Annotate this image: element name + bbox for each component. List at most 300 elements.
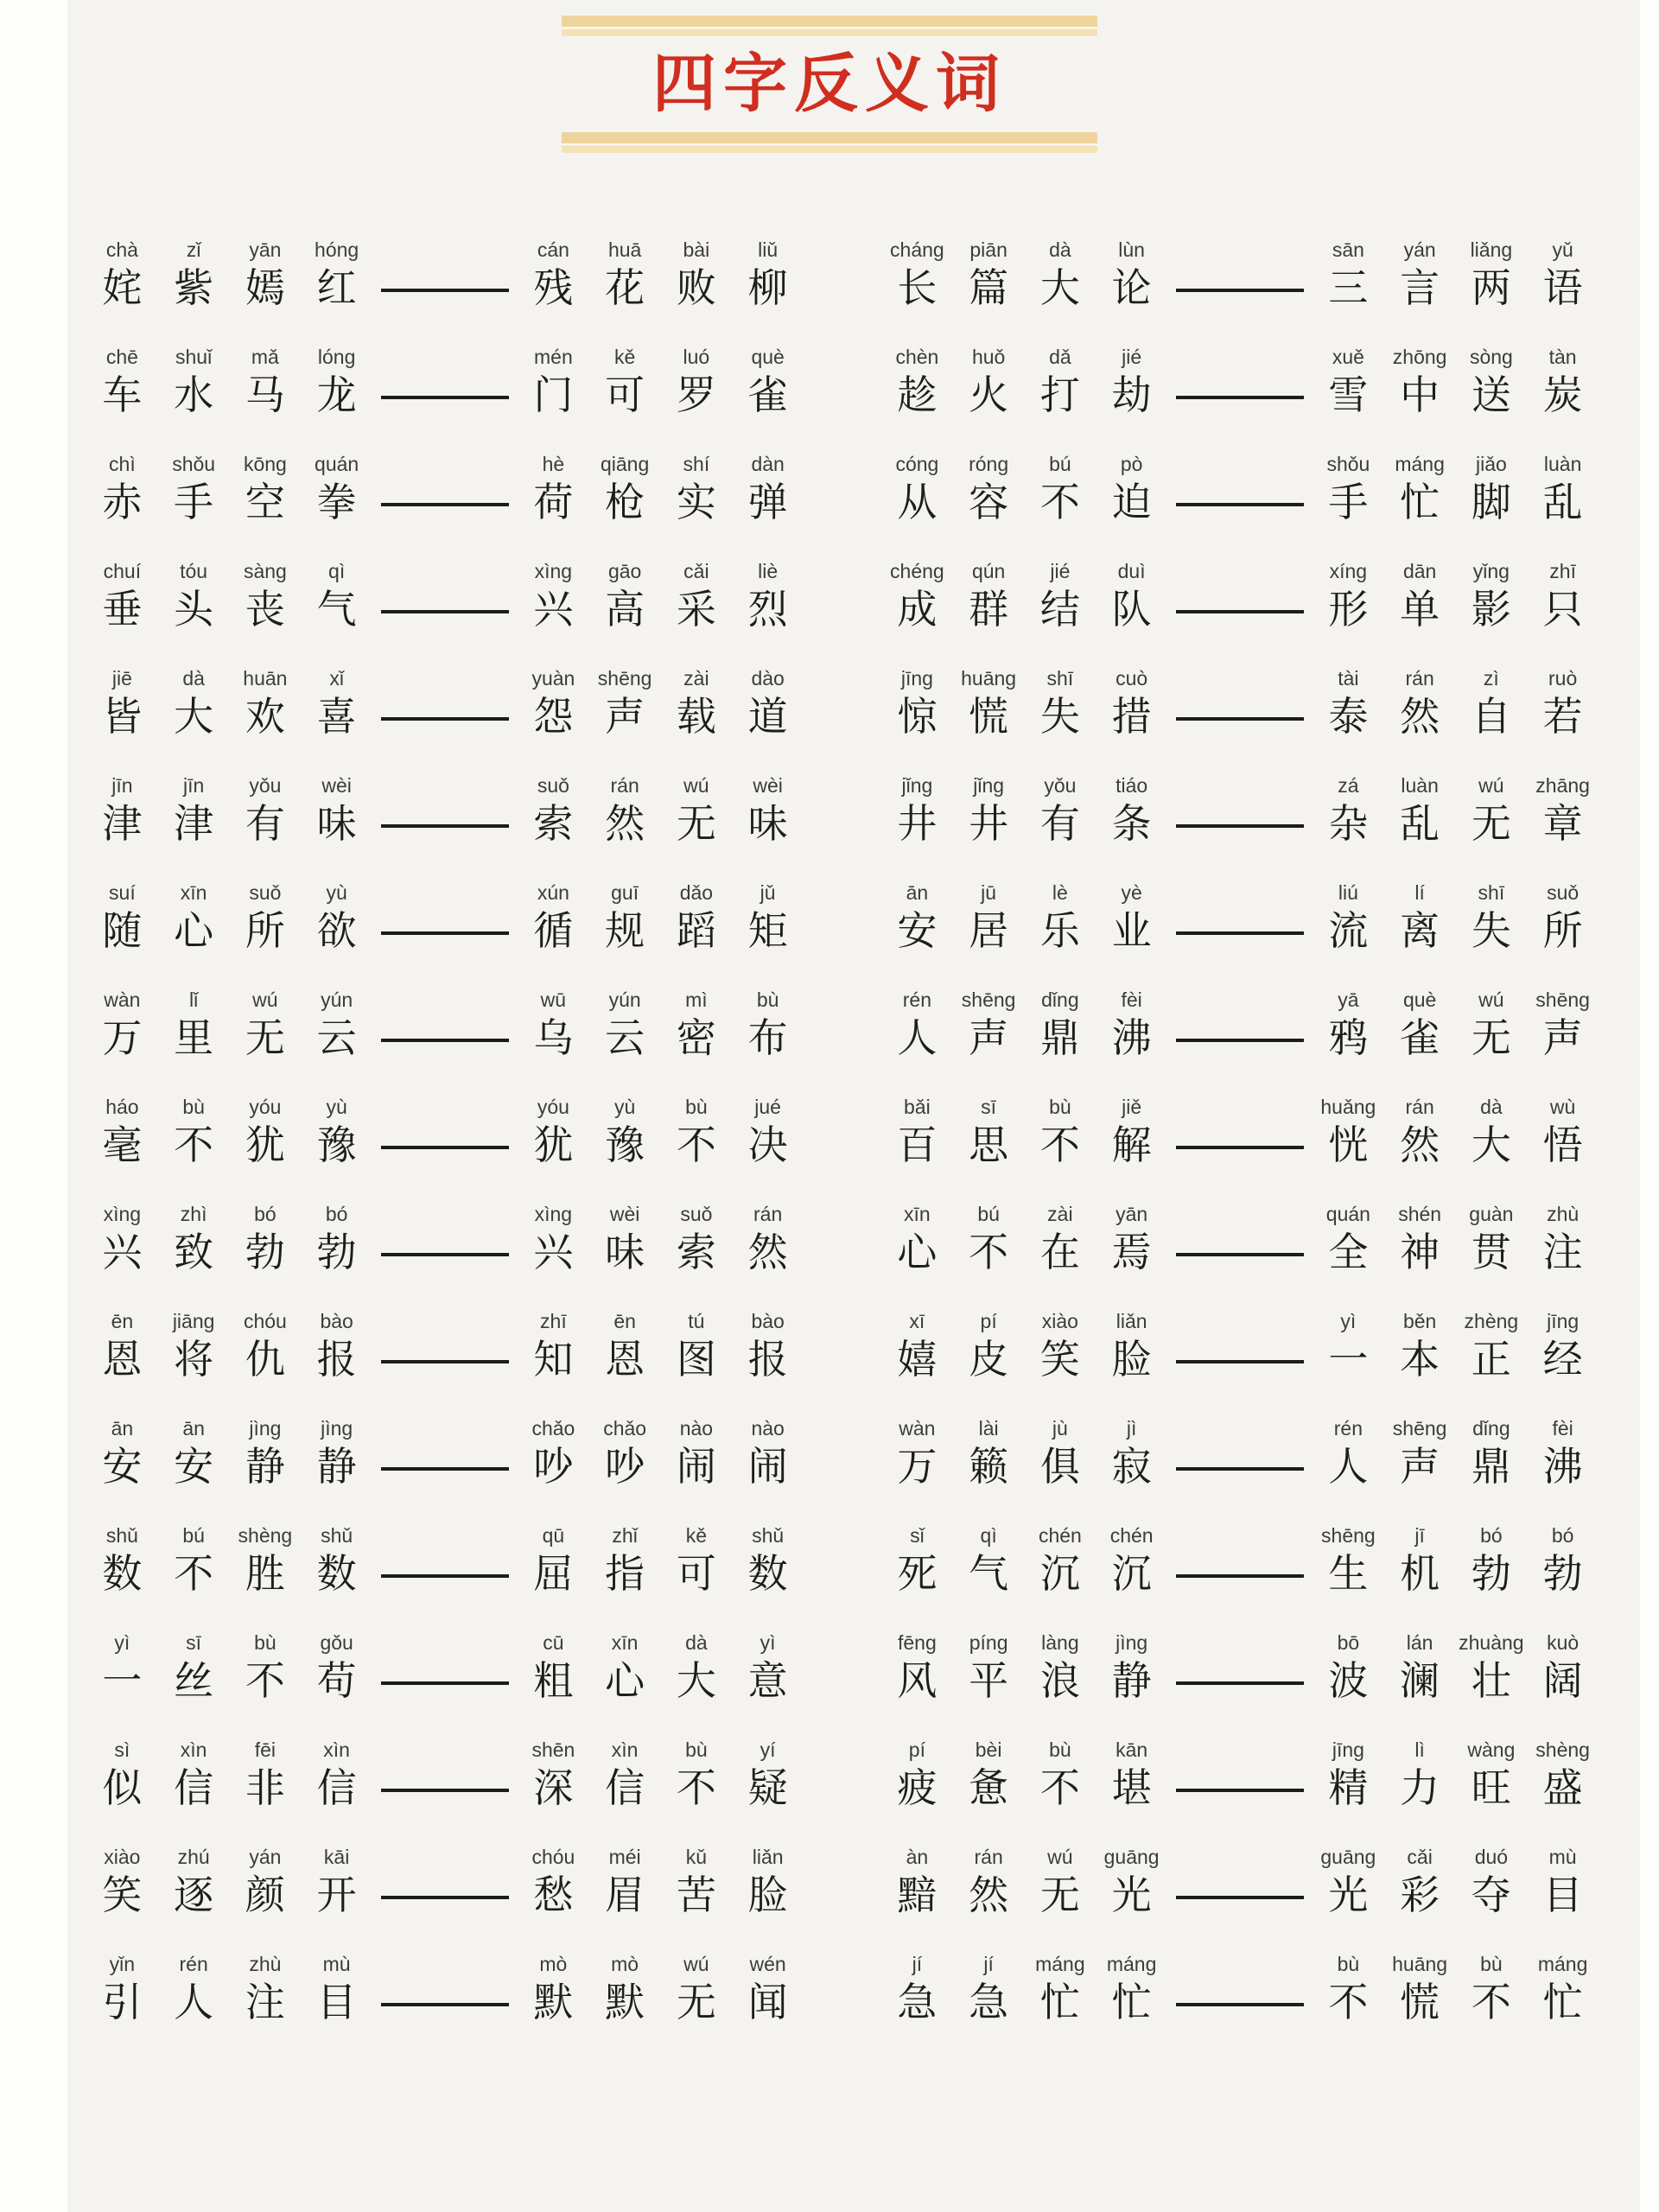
pinyin-label: jiē [111, 667, 132, 690]
char-cell [301, 1629, 372, 1707]
hanzi-char: 无 [676, 1980, 716, 2025]
antonym-pair [881, 557, 1599, 635]
hanzi-char: 沸 [1542, 1445, 1583, 1490]
pinyin-label: zì [1483, 667, 1499, 690]
char-cell [953, 772, 1025, 849]
hanzi-char: 柳 [747, 266, 788, 311]
char-cell [589, 1736, 661, 1814]
char-cell [1096, 772, 1167, 849]
idiom-left [881, 343, 1167, 421]
char-cell [158, 1093, 230, 1171]
char-cell [230, 343, 302, 421]
idiom-left [86, 1522, 372, 1599]
char-cell [230, 1629, 302, 1707]
pinyin-label: zhuàng [1459, 1631, 1524, 1655]
char-cell [1096, 879, 1167, 957]
idiom-right [1313, 986, 1599, 1064]
hanzi-char: 静 [316, 1445, 357, 1490]
char-cell [1527, 1522, 1599, 1599]
char-cell [1025, 1843, 1096, 1921]
char-cell [589, 1200, 661, 1278]
hanzi-char: 报 [747, 1338, 788, 1382]
char-cell [86, 1093, 158, 1171]
hanzi-char: 大 [676, 1659, 716, 1704]
hanzi-char: 声 [605, 695, 645, 740]
hanzi-char: 生 [1328, 1552, 1369, 1597]
antonym-pair [86, 1414, 804, 1492]
antonym-pair [86, 879, 804, 957]
pinyin-label: pí [908, 1738, 925, 1762]
hanzi-char: 龙 [316, 373, 357, 418]
char-cell [1527, 986, 1599, 1064]
pinyin-label: làng [1041, 1631, 1079, 1655]
idiom-right [518, 1522, 804, 1599]
char-cell [158, 879, 230, 957]
hanzi-char: 味 [747, 802, 788, 847]
hanzi-char: 将 [174, 1338, 214, 1382]
pinyin-label: yǐn [109, 1953, 136, 1976]
hanzi-char: 脚 [1471, 480, 1511, 525]
char-cell [732, 1414, 804, 1492]
char-cell [1456, 772, 1528, 849]
pinyin-label: zhì [180, 1203, 207, 1226]
hanzi-char: 旺 [1471, 1766, 1511, 1811]
hanzi-char: 然 [747, 1230, 788, 1275]
pinyin-label: tú [688, 1310, 705, 1333]
hanzi-char: 意 [747, 1659, 788, 1704]
char-cell [518, 236, 589, 314]
char-cell [301, 1307, 372, 1385]
hanzi-char: 赤 [102, 480, 143, 525]
hanzi-char: 人 [174, 1980, 214, 2025]
char-cell [1456, 450, 1528, 528]
hanzi-char: 心 [605, 1659, 645, 1704]
pinyin-label: ān [182, 1417, 205, 1440]
char-cell [301, 1843, 372, 1921]
char-cell [953, 450, 1025, 528]
hanzi-char: 花 [605, 266, 645, 311]
hanzi-char: 欲 [316, 909, 357, 954]
char-cell [1096, 343, 1167, 421]
pinyin-label: bù [685, 1096, 708, 1119]
char-cell [518, 557, 589, 635]
pinyin-label: bù [756, 988, 779, 1012]
pinyin-label: bó [1551, 1524, 1574, 1548]
antonym-dash [1176, 396, 1304, 399]
hanzi-char: 愁 [533, 1873, 574, 1918]
char-cell [1456, 1200, 1528, 1278]
char-cell [1527, 343, 1599, 421]
pinyin-label: guāng [1103, 1846, 1160, 1869]
char-cell [1527, 1200, 1599, 1278]
pinyin-label: què [751, 346, 785, 369]
antonym-pair [881, 236, 1599, 314]
hanzi-char: 堪 [1111, 1766, 1152, 1811]
char-cell [881, 1093, 953, 1171]
antonym-dash [1176, 1360, 1304, 1363]
char-cell [1313, 450, 1384, 528]
antonym-dash [381, 717, 509, 721]
pinyin-label: shuǐ [175, 346, 213, 369]
pinyin-label: shǔ [105, 1524, 138, 1548]
hanzi-char: 鸦 [1328, 1016, 1369, 1061]
pinyin-label: lài [978, 1417, 999, 1440]
char-cell [1313, 343, 1384, 421]
char-cell [1025, 557, 1096, 635]
pinyin-label: jīn [111, 774, 133, 798]
hanzi-char: 万 [102, 1016, 143, 1061]
hanzi-char: 不 [1039, 1766, 1080, 1811]
pinyin-label: dà [182, 667, 205, 690]
pinyin-label: jìng [249, 1417, 282, 1440]
hanzi-char: 贯 [1471, 1230, 1511, 1275]
idiom-right [1313, 236, 1599, 314]
hanzi-char: 默 [533, 1980, 574, 2025]
char-cell [230, 1200, 302, 1278]
pinyin-label: shǒu [172, 453, 216, 476]
idiom-right [1313, 450, 1599, 528]
hanzi-char: 语 [1542, 266, 1583, 311]
hanzi-char: 不 [969, 1230, 1009, 1275]
char-cell [732, 1950, 804, 2028]
pinyin-label: bù [1337, 1953, 1360, 1976]
pinyin-label: kě [613, 346, 636, 369]
pinyin-label: guàn [1469, 1203, 1514, 1226]
hanzi-char: 笑 [1039, 1338, 1080, 1382]
char-cell [1384, 1522, 1456, 1599]
char-cell [881, 1736, 953, 1814]
pinyin-label: rán [753, 1203, 783, 1226]
pinyin-label: fèi [1552, 1417, 1573, 1440]
char-cell [732, 1736, 804, 1814]
pinyin-label: liǎng [1470, 238, 1513, 262]
hanzi-char: 勃 [1471, 1552, 1511, 1597]
char-cell [1527, 1629, 1599, 1707]
hanzi-char: 喜 [316, 695, 357, 740]
pinyin-label: luàn [1401, 774, 1439, 798]
pinyin-label: mì [685, 988, 708, 1012]
antonym-dash [381, 1467, 509, 1471]
idiom-right [1313, 1950, 1599, 2028]
antonym-pair [86, 236, 804, 314]
char-cell [881, 557, 953, 635]
pinyin-label: dà [1480, 1096, 1503, 1119]
antonym-dash [381, 610, 509, 613]
hanzi-char: 失 [1039, 695, 1080, 740]
hanzi-char: 大 [1039, 266, 1080, 311]
char-cell [1456, 986, 1528, 1064]
char-cell [1527, 1843, 1599, 1921]
hanzi-char: 粗 [533, 1659, 574, 1704]
hanzi-char: 然 [605, 802, 645, 847]
hanzi-char: 不 [1328, 1980, 1369, 2025]
hanzi-char: 罗 [676, 373, 716, 418]
antonym-pair [86, 1950, 804, 2028]
pinyin-label: wú [683, 774, 709, 798]
hanzi-char: 形 [1328, 588, 1369, 632]
pinyin-label: wú [1478, 988, 1504, 1012]
hanzi-char: 水 [174, 373, 214, 418]
idiom-right [518, 450, 804, 528]
hanzi-char: 不 [1039, 1123, 1080, 1168]
idiom-left [881, 1200, 1167, 1278]
char-cell [661, 1200, 733, 1278]
antonym-pair [86, 343, 804, 421]
pinyin-label: quán [315, 453, 359, 476]
pinyin-label: lán [1406, 1631, 1433, 1655]
char-cell [1384, 1950, 1456, 2028]
char-cell [86, 772, 158, 849]
hanzi-char: 闹 [747, 1445, 788, 1490]
char-cell [953, 1736, 1025, 1814]
pinyin-label: luó [683, 346, 710, 369]
char-cell [881, 1414, 953, 1492]
hanzi-char: 结 [1039, 588, 1080, 632]
char-cell [881, 1950, 953, 2028]
char-cell [301, 986, 372, 1064]
pinyin-label: zhù [1547, 1203, 1580, 1226]
char-cell [230, 1093, 302, 1171]
char-cell [1025, 986, 1096, 1064]
pinyin-label: wàn [899, 1417, 936, 1440]
char-cell [732, 236, 804, 314]
antonym-dash [381, 289, 509, 292]
hanzi-char: 兴 [533, 588, 574, 632]
pinyin-label: bù [254, 1631, 276, 1655]
char-cell [732, 1629, 804, 1707]
idiom-left [881, 879, 1167, 957]
char-cell [518, 1522, 589, 1599]
pinyin-label: mò [611, 1953, 639, 1976]
hanzi-char: 非 [245, 1766, 285, 1811]
pinyin-label: sàng [243, 560, 287, 583]
char-cell [301, 343, 372, 421]
char-cell [1527, 557, 1599, 635]
pinyin-label: bù [1480, 1953, 1503, 1976]
char-cell [953, 1307, 1025, 1385]
antonym-pair [881, 986, 1599, 1064]
hanzi-char: 脸 [1111, 1338, 1152, 1382]
hanzi-char: 一 [102, 1659, 143, 1704]
pinyin-label: dà [685, 1631, 708, 1655]
hanzi-char: 索 [676, 1230, 716, 1275]
hanzi-char: 劫 [1111, 373, 1152, 418]
antonym-dash [381, 824, 509, 828]
char-cell [1456, 664, 1528, 742]
hanzi-char: 论 [1111, 266, 1152, 311]
char-cell [1384, 879, 1456, 957]
hanzi-char: 随 [102, 909, 143, 954]
pinyin-label: shǔ [752, 1524, 785, 1548]
pinyin-label: xìn [180, 1738, 207, 1762]
pinyin-label: máng [1035, 1953, 1085, 1976]
antonym-dash [1176, 2003, 1304, 2006]
char-cell [881, 343, 953, 421]
char-cell [518, 879, 589, 957]
char-cell [589, 1950, 661, 2028]
antonym-pair [881, 1414, 1599, 1492]
char-cell [1096, 557, 1167, 635]
pinyin-label: zhōng [1392, 346, 1447, 369]
char-cell [1456, 1736, 1528, 1814]
hanzi-char: 无 [676, 802, 716, 847]
idiom-right [1313, 879, 1599, 957]
hanzi-char: 烈 [747, 588, 788, 632]
page-gutter-right [1640, 0, 1659, 2212]
char-cell [230, 1414, 302, 1492]
pinyin-label: zhāng [1535, 774, 1590, 798]
char-cell [1096, 1200, 1167, 1278]
pinyin-label: qì [980, 1524, 997, 1548]
char-cell [1025, 1093, 1096, 1171]
pinyin-label: wèi [609, 1203, 640, 1226]
pinyin-label: jīng [1547, 1310, 1580, 1333]
column [86, 236, 804, 2057]
pinyin-label: zá [1338, 774, 1359, 798]
idiom-left [881, 772, 1167, 849]
char-cell [661, 1522, 733, 1599]
hanzi-char: 杂 [1328, 802, 1369, 847]
char-cell [953, 1629, 1025, 1707]
hanzi-char: 载 [676, 695, 716, 740]
pinyin-label: xīn [904, 1203, 931, 1226]
pinyin-label: sī [981, 1096, 997, 1119]
pinyin-label: suǒ [537, 774, 569, 798]
hanzi-char: 声 [969, 1016, 1009, 1061]
idiom-right [1313, 664, 1599, 742]
pinyin-label: nào [679, 1417, 714, 1440]
hanzi-char: 黯 [897, 1873, 938, 1918]
idiom-right [1313, 343, 1599, 421]
antonym-pair [881, 664, 1599, 742]
char-cell [881, 664, 953, 742]
hanzi-char: 趁 [897, 373, 938, 418]
pinyin-label: zhī [1549, 560, 1576, 583]
hanzi-char: 人 [1328, 1445, 1369, 1490]
pinyin-label: dào [751, 667, 785, 690]
char-cell [661, 1843, 733, 1921]
char-cell [158, 557, 230, 635]
hanzi-char: 寂 [1111, 1445, 1152, 1490]
hanzi-char: 忙 [1400, 480, 1440, 525]
char-cell [661, 343, 733, 421]
pinyin-label: piān [969, 238, 1007, 262]
char-cell [230, 1736, 302, 1814]
pinyin-label: lè [1052, 881, 1068, 905]
pinyin-label: yí [760, 1738, 776, 1762]
hanzi-char: 数 [747, 1552, 788, 1597]
char-cell [732, 1200, 804, 1278]
char-cell [1527, 1950, 1599, 2028]
char-cell [301, 664, 372, 742]
char-cell [1384, 1307, 1456, 1385]
char-cell [1456, 343, 1528, 421]
antonym-dash [1176, 824, 1304, 828]
pinyin-label: wú [252, 988, 278, 1012]
hanzi-char: 采 [676, 588, 716, 632]
antonym-dash [381, 1253, 509, 1256]
hanzi-char: 味 [316, 802, 357, 847]
char-cell [1384, 450, 1456, 528]
hanzi-char: 井 [969, 802, 1009, 847]
pinyin-label: xuě [1332, 346, 1364, 369]
hanzi-char: 气 [316, 588, 357, 632]
hanzi-char: 俱 [1039, 1445, 1080, 1490]
pinyin-label: xìng [534, 1203, 573, 1226]
hanzi-char: 索 [533, 802, 574, 847]
hanzi-char: 疑 [747, 1766, 788, 1811]
idiom-right [1313, 1093, 1599, 1171]
char-cell [953, 986, 1025, 1064]
pinyin-label: méi [608, 1846, 641, 1869]
char-cell [158, 1307, 230, 1385]
hanzi-char: 实 [676, 480, 716, 525]
hanzi-char: 忙 [1111, 1980, 1152, 2025]
hanzi-char: 自 [1471, 695, 1511, 740]
char-cell [158, 1200, 230, 1278]
hanzi-char: 眉 [605, 1873, 645, 1918]
hanzi-char: 解 [1111, 1123, 1152, 1168]
char-cell [86, 664, 158, 742]
hanzi-char: 一 [1328, 1338, 1369, 1382]
hanzi-char: 全 [1328, 1230, 1369, 1275]
pinyin-label: cán [537, 238, 569, 262]
char-cell [1313, 879, 1384, 957]
char-cell [1025, 1629, 1096, 1707]
pinyin-label: sǐ [910, 1524, 925, 1548]
idiom-left [86, 879, 372, 957]
pinyin-label: fēi [254, 1738, 276, 1762]
hanzi-char: 恩 [102, 1338, 143, 1382]
hanzi-char: 壮 [1471, 1659, 1511, 1704]
pinyin-label: zhǐ [612, 1524, 638, 1548]
hanzi-char: 光 [1111, 1873, 1152, 1918]
pinyin-label: yún [321, 988, 353, 1012]
char-cell [86, 1736, 158, 1814]
hanzi-char: 津 [174, 802, 214, 847]
char-cell [589, 664, 661, 742]
hanzi-char: 恩 [605, 1338, 645, 1382]
hanzi-char: 惊 [897, 695, 938, 740]
hanzi-char: 矩 [747, 909, 788, 954]
char-cell [1096, 450, 1167, 528]
char-cell [1096, 1950, 1167, 2028]
pinyin-label: dǎ [1049, 346, 1071, 369]
char-cell [661, 1629, 733, 1707]
hanzi-char: 津 [102, 802, 143, 847]
char-cell [301, 450, 372, 528]
pinyin-label: chéng [890, 560, 944, 583]
hanzi-char: 有 [1039, 802, 1080, 847]
column [881, 236, 1599, 2057]
antonym-pair [881, 879, 1599, 957]
pinyin-label: yā [1338, 988, 1359, 1012]
hanzi-char: 人 [897, 1016, 938, 1061]
char-cell [1527, 1736, 1599, 1814]
char-cell [1384, 236, 1456, 314]
char-cell [301, 1093, 372, 1171]
char-cell [953, 1843, 1025, 1921]
hanzi-char: 死 [897, 1552, 938, 1597]
char-cell [301, 1414, 372, 1492]
antonym-dash [1176, 610, 1304, 613]
hanzi-char: 注 [1542, 1230, 1583, 1275]
pinyin-label: jié [1050, 560, 1071, 583]
antonym-dash [381, 1146, 509, 1149]
hanzi-char: 沉 [1039, 1552, 1080, 1597]
pinyin-label: ān [906, 881, 929, 905]
char-cell [301, 557, 372, 635]
